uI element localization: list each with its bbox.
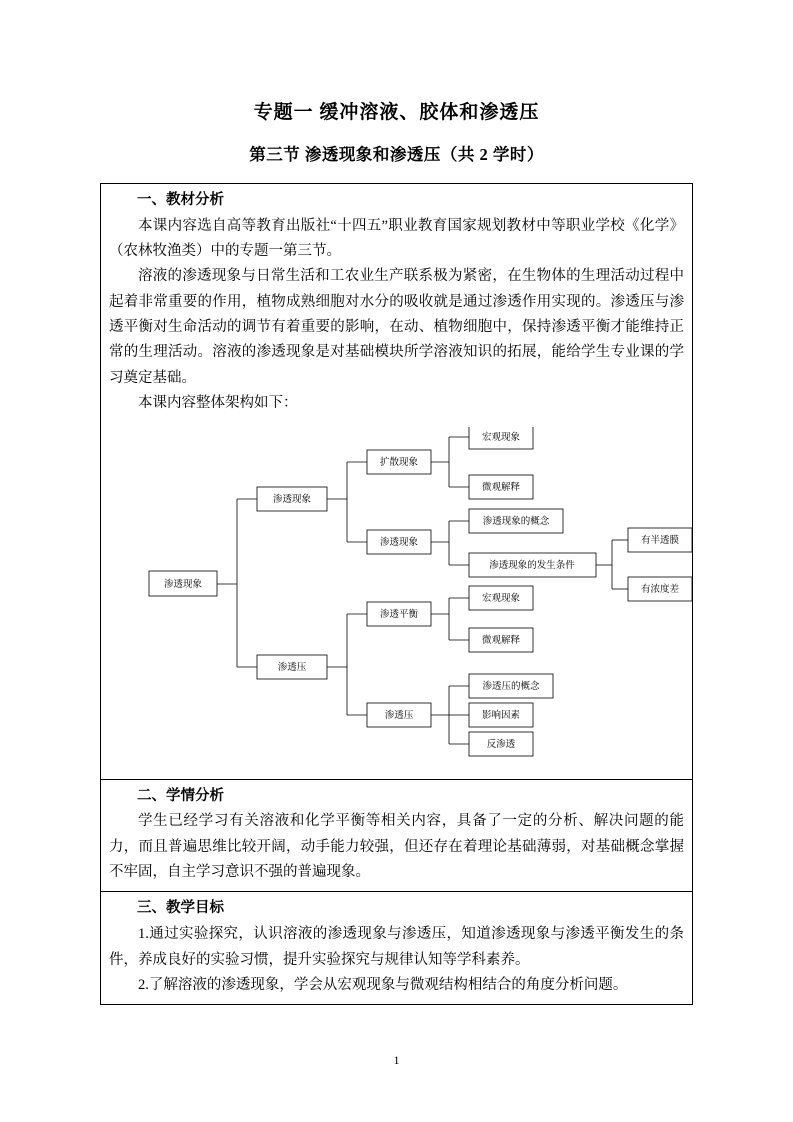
table-row-student-analysis	[101, 779, 693, 892]
diagram-node-label: 渗透压	[384, 709, 414, 721]
diagram-node-l3h	[469, 703, 533, 727]
diagram-node-root	[149, 571, 217, 596]
section-1-paragraph-2: 溶液的渗透现象与日常生活和工农业生产联系极为紧密，在生物体的生理活动过程中起着非常重要的作用，植物成熟细胞对水分的吸收就是通过渗透作用实现的。渗透压与渗透平衡对生命活动的调节有着重要的影响，在动、植物细胞中，保持渗透平衡才能维持正常的生理活动。溶液的渗透现象是对基础模块所学溶液知识的拓展，能给学生专业课的学习奠定基础。	[109, 268, 684, 386]
section-heading-1: 一、教材分析	[137, 191, 224, 208]
diagram-node-l2a	[367, 450, 431, 474]
diagram-node-l3c	[469, 509, 563, 533]
page-title: 专题一 缓冲溶液、胶体和渗透压	[253, 102, 540, 123]
table-row-teaching-objectives	[101, 892, 693, 1005]
content-structure-diagram	[109, 427, 684, 767]
section-heading-2: 二、学情分析	[137, 787, 224, 804]
diagram-node-l3a	[469, 427, 533, 449]
diagram-node-label: 宏观现象	[481, 431, 521, 443]
diagram-node-label: 微观解释	[481, 481, 521, 493]
section-heading-3: 三、教学目标	[137, 900, 224, 917]
diagram-node-l2b	[367, 530, 431, 554]
diagram-node-label: 反渗透	[486, 738, 516, 750]
diagram-node-label: 微观解释	[481, 634, 521, 646]
diagram-node-label: 渗透现象	[272, 493, 312, 505]
diagram-node-label: 有浓度差	[640, 583, 680, 595]
diagram-node-label: 影响因素	[481, 709, 521, 721]
diagram-node-l3b	[469, 475, 533, 499]
diagram-node-l2d	[367, 703, 431, 727]
page-number: 1	[393, 1053, 400, 1067]
diagram-node-label: 扩散现象	[379, 456, 419, 468]
section-3-paragraph-2: 2.了解溶液的渗透现象，学会从宏观现象与微观结构相结合的角度分析问题。	[138, 976, 628, 993]
section-1-paragraph-1: 本课内容选自高等教育出版社“十四五”职业教育国家规划教材中等职业学校《化学》（农林牧渔类）中的专题一第三节。	[109, 217, 684, 259]
lesson-plan-table	[100, 183, 693, 1006]
diagram-node-label: 渗透现象的发生条件	[489, 559, 575, 571]
page-subtitle: 第三节 渗透现象和渗透压（共 2 学时）	[249, 145, 544, 165]
diagram-node-l1a	[257, 487, 327, 511]
diagram-node-l2c	[367, 602, 431, 626]
table-row-textbook-analysis	[101, 183, 693, 779]
diagram-node-l3g	[469, 674, 553, 698]
section-2-paragraph-1: 学生已经学习有关溶液和化学平衡等相关内容，具备了一定的分析、解决问题的能力，而且普遍思维比较开阔，动手能力较强，但还存在着理论基础薄弱，对基础概念掌握不牢固，自主学习意识不强的普遍现象。	[109, 813, 684, 881]
diagram-node-label: 有半透膜	[640, 534, 680, 546]
diagram-node-l3f	[469, 628, 533, 652]
diagram-node-label: 渗透现象的概念	[482, 515, 550, 527]
diagram-node-l3i	[469, 732, 533, 756]
diagram-node-label: 渗透压的概念	[482, 680, 540, 692]
diagram-node-l4b	[628, 577, 692, 601]
diagram-node-label: 渗透平衡	[379, 608, 419, 620]
section-3-paragraph-1: 1.通过实验探究，认识溶液的渗透现象与渗透压，知道渗透现象与渗透平衡发生的条件，养成良好的实验习惯，提升实验探究与规律认知等学科素养。	[109, 926, 684, 968]
diagram-node-l1b	[257, 655, 327, 679]
diagram-node-label: 渗透压	[277, 661, 307, 673]
diagram-node-label: 渗透现象	[379, 536, 419, 548]
diagram-node-l3d	[469, 553, 596, 577]
diagram-node-label: 宏观现象	[481, 592, 521, 604]
section-1-paragraph-3: 本课内容整体架构如下：	[138, 395, 298, 412]
diagram-node-label: 渗透现象	[163, 578, 203, 590]
diagram-node-l3e	[469, 586, 533, 610]
diagram-node-l4a	[628, 528, 692, 552]
